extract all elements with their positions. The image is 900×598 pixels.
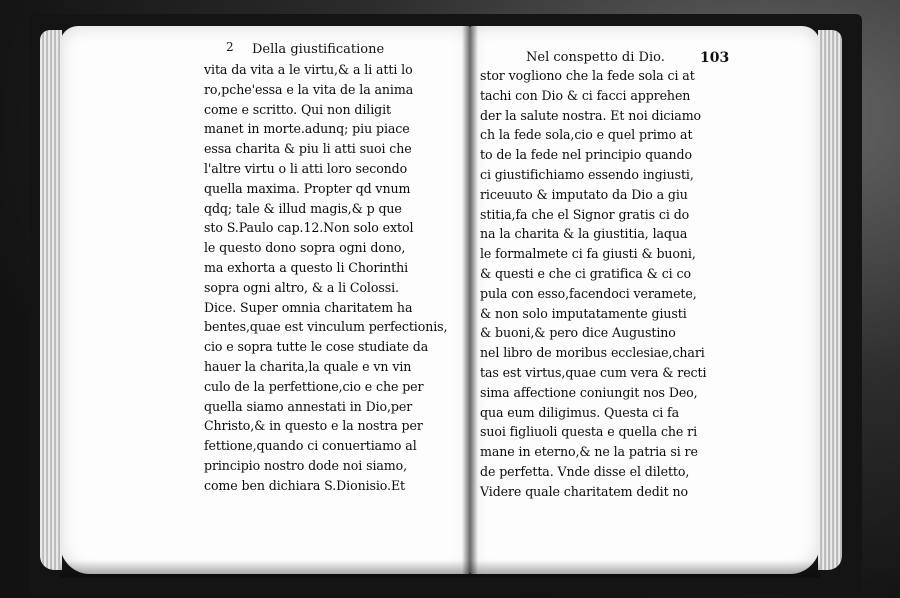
text-line: to de la fede nel principio quando <box>480 147 692 163</box>
text-line: manet in morte.adunq; piu piace <box>204 121 410 137</box>
text-line: Dice. Super omnia charitatem ha <box>204 299 413 315</box>
left-text-block <box>204 60 454 496</box>
text-line: stitia,fa che el Signor gratis ci do <box>480 206 690 222</box>
text-line: stor vogliono che la fede sola ci at <box>480 68 695 83</box>
text-line: principio nostro dode noi siamo, <box>204 457 408 473</box>
text-line: na la charita & la giustitia, laqua <box>480 226 688 242</box>
right-page-edges <box>818 30 842 570</box>
text-line: riceuuto & imputato da Dio a giu <box>480 186 688 202</box>
text-line: ch la fede sola,cio e quel primo at <box>480 127 693 143</box>
text-line: hauer la charita,la quale e vn vin <box>204 358 412 374</box>
text-line: mane in eterno,& ne la patria si re <box>480 444 698 460</box>
text-line: suoi figliuoli questa e quella che ri <box>480 424 698 440</box>
text-line: essa charita & piu li atti suoi che <box>204 141 412 157</box>
text-line: pula con esso,facendoci veramete, <box>480 285 697 301</box>
text-line: fettione,quando ci conuertiamo al <box>204 438 417 454</box>
text-line: l'altre virtu o li atti loro secondo <box>204 160 408 176</box>
text-line: ro,pche'essa e la vita de la anima <box>204 81 414 97</box>
text-line: quella maxima. Propter qd vnum <box>204 180 411 196</box>
text-line: ma exhorta a questo li Chorinthi <box>204 259 409 275</box>
text-line: sima affectione coniungit nos Deo, <box>480 384 698 400</box>
right-running-head: Nel conspetto di Dio. <box>526 50 665 65</box>
text-line: de perfetta. Vnde disse el diletto, <box>480 463 690 479</box>
page-bottom-shadow <box>60 560 820 578</box>
text-line: culo de la perfettione,cio e che per <box>204 378 424 394</box>
text-line: & non solo imputatamente giusti <box>480 305 687 321</box>
text-line: der la salute nostra. Et noi diciamo <box>480 107 702 123</box>
text-line: come ben dichiara S.Dionisio.Et <box>204 477 406 493</box>
text-line: vita da vita a le virtu,& a li atti lo <box>204 62 413 77</box>
right-text-block <box>480 66 750 502</box>
text-line: tachi con Dio & ci facci apprehen <box>480 87 691 103</box>
book-gutter <box>462 26 478 574</box>
left-page-edges <box>40 30 62 570</box>
text-line: ci giustifichiamo essendo ingiusti, <box>480 166 694 182</box>
text-line: le formalmete ci fa giusti & buoni, <box>480 246 696 262</box>
page-number: 103 <box>700 50 730 66</box>
text-line: come e scritto. Qui non diligit <box>204 101 392 117</box>
text-line: le questo dono sopra ogni dono, <box>204 240 406 256</box>
text-line: qdq; tale & illud magis,& p que <box>204 200 402 216</box>
text-line: quella siamo annestati in Dio,per <box>204 398 413 414</box>
text-line: sopra ogni altro, & a li Colossi. <box>204 279 399 295</box>
text-line: sto S.Paulo cap.12.Non solo extol <box>204 220 414 236</box>
text-line: nel libro de moribus ecclesiae,chari <box>480 345 705 361</box>
text-line: Videre quale charitatem dedit no <box>480 483 688 499</box>
text-line: & buoni,& pero dice Augustino <box>480 325 676 341</box>
text-line: Christo,& in questo e la nostra per <box>204 418 423 434</box>
text-line: cio e sopra tutte le cose studiate da <box>204 339 429 355</box>
left-lead-mark: 2 <box>226 40 234 54</box>
text-line: bentes,quae est vinculum perfectionis, <box>204 319 448 335</box>
left-running-head: Della giustificatione <box>252 42 385 57</box>
text-line: tas est virtus,quae cum vera & recti <box>480 364 707 380</box>
text-line: & questi e che ci gratifica & ci co <box>480 265 691 281</box>
text-line: qua eum diligimus. Questa ci fa <box>480 404 680 420</box>
